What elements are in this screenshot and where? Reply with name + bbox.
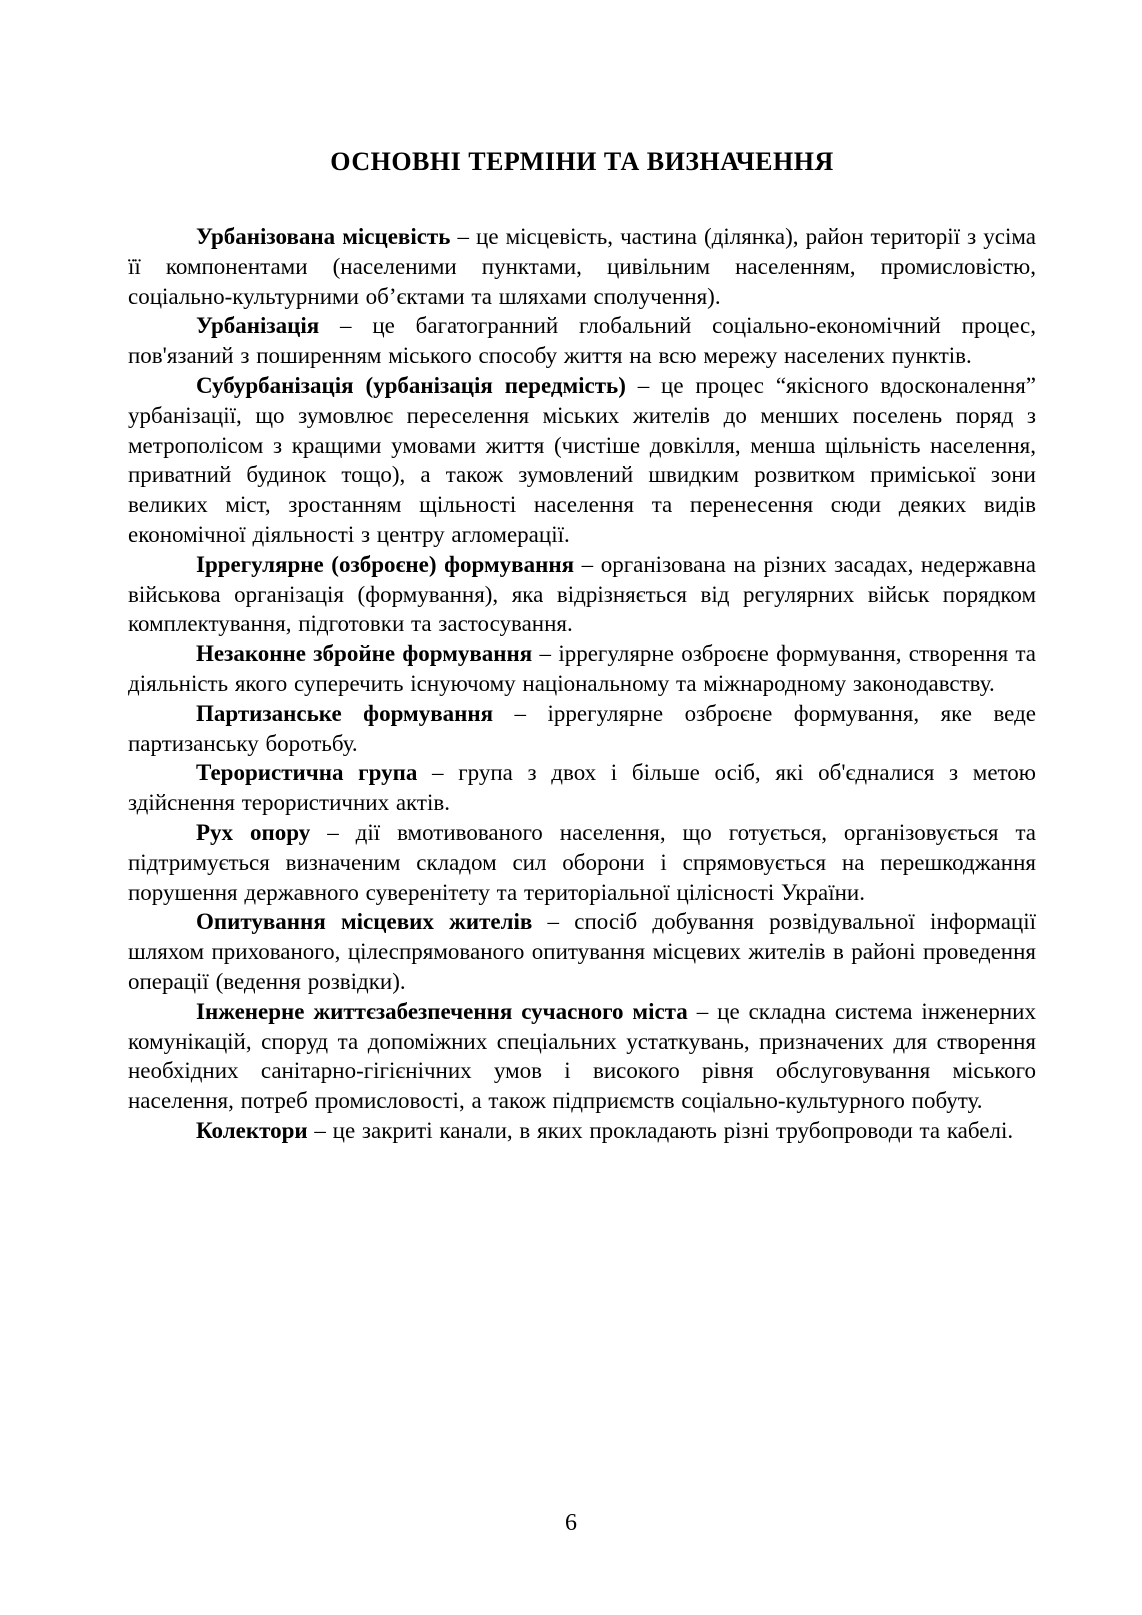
term-paragraph bbox=[128, 758, 1036, 818]
term-name: Колектори bbox=[196, 1117, 308, 1143]
term-definition: – це закриті канали, в яких прокладають різні трубопроводи та кабелі. bbox=[307, 1117, 1014, 1143]
term-paragraph bbox=[128, 907, 1036, 996]
term-paragraph bbox=[128, 1116, 1036, 1146]
term-paragraph bbox=[128, 371, 1036, 550]
page-number: 6 bbox=[565, 1510, 577, 1536]
term-paragraph bbox=[128, 699, 1036, 759]
term-name: Субурбанізація (урбанізація передмість) bbox=[196, 372, 626, 398]
term-paragraph bbox=[128, 818, 1036, 907]
term-definition: – це складна система інженерних комунікацій, споруд та допоміжних спеціальних устаткувань, призначених для створення необхідних санітарно-гігієнічних умов і високого рівня обслуговування міського населення, потреб промисловості, а також підприємств соціально-культурного побуту. bbox=[128, 998, 1036, 1114]
term-definition: – дії вмотивованого населення, що готується, організовується та підтримується визначеним складом сил оборони і спрямовується на перешкоджання порушення державного суверенітету та територіальної цілісності України. bbox=[128, 819, 1036, 905]
term-definition: – іррегулярне озброєне формування, створення та діяльність якого суперечить існуючому національному та міжнародному законодавству. bbox=[128, 641, 1037, 696]
term-name: Рух опору bbox=[196, 819, 311, 845]
term-paragraph bbox=[128, 997, 1036, 1116]
term-definition: – організована на різних засадах, недержавна військова організація (формування), яка відрізняється від регулярних військ порядком комплектування, підготовки та застосування. bbox=[128, 551, 1037, 637]
term-paragraph bbox=[128, 222, 1036, 311]
term-definition: – іррегулярне озброєне формування, яке веде партизанську боротьбу. bbox=[128, 700, 1036, 756]
page-title: ОСНОВНІ ТЕРМІНИ ТА ВИЗНАЧЕННЯ bbox=[330, 147, 834, 176]
term-name: Урбанізована місцевість bbox=[196, 224, 451, 249]
term-name: Незаконне збройне формування bbox=[196, 641, 533, 667]
term-paragraph bbox=[128, 550, 1036, 639]
term-name: Опитування місцевих жителів bbox=[196, 909, 533, 935]
term-paragraph bbox=[128, 311, 1036, 371]
term-definition: – це багатогранний глобальний соціально-економічний процес, пов'язаний з поширенням міського способу життя на всю мережу населених пунктів. bbox=[128, 313, 1036, 369]
term-name: Партизанське формування bbox=[196, 700, 494, 726]
term-name: Інженерне життєзабезпечення сучасного міста bbox=[196, 998, 688, 1024]
term-definition: – це процес “якісного вдосконалення” урбанізації, що зумовлює переселення міських жителів до менших поселень поряд з метрополісом з кращими умовами життя (чистіше довкілля, менша щільність населення, приватний будинок тощо), а також зумовлений швидким розвитком приміської зони великих міст, зростанням щільності населення та перенесення сюди деяких видів економічної діяльності з центру агломерації. bbox=[128, 372, 1036, 547]
document-content bbox=[128, 146, 1036, 1146]
term-name: Іррегулярне (озброєне) формування bbox=[196, 551, 575, 577]
term-paragraph bbox=[128, 639, 1036, 699]
term-name: Терористична група bbox=[196, 760, 418, 786]
term-definition: – це місцевість, частина (ділянка), район території з усіма її компонентами (населеними пунктами, цивільним населенням, промисловістю, соціально-культурними об’єктами та шляхами сполучення). bbox=[128, 224, 1036, 309]
term-definition: – спосіб добування розвідувальної інформації шляхом прихованого, цілеспрямованого опитування місцевих жителів в районі проведення операції (ведення розвідки). bbox=[128, 909, 1037, 994]
term-name: Урбанізація bbox=[196, 313, 320, 339]
term-definition: – група з двох і більше осіб, які об'єдналися з метою здійснення терористичних актів. bbox=[128, 760, 1036, 816]
